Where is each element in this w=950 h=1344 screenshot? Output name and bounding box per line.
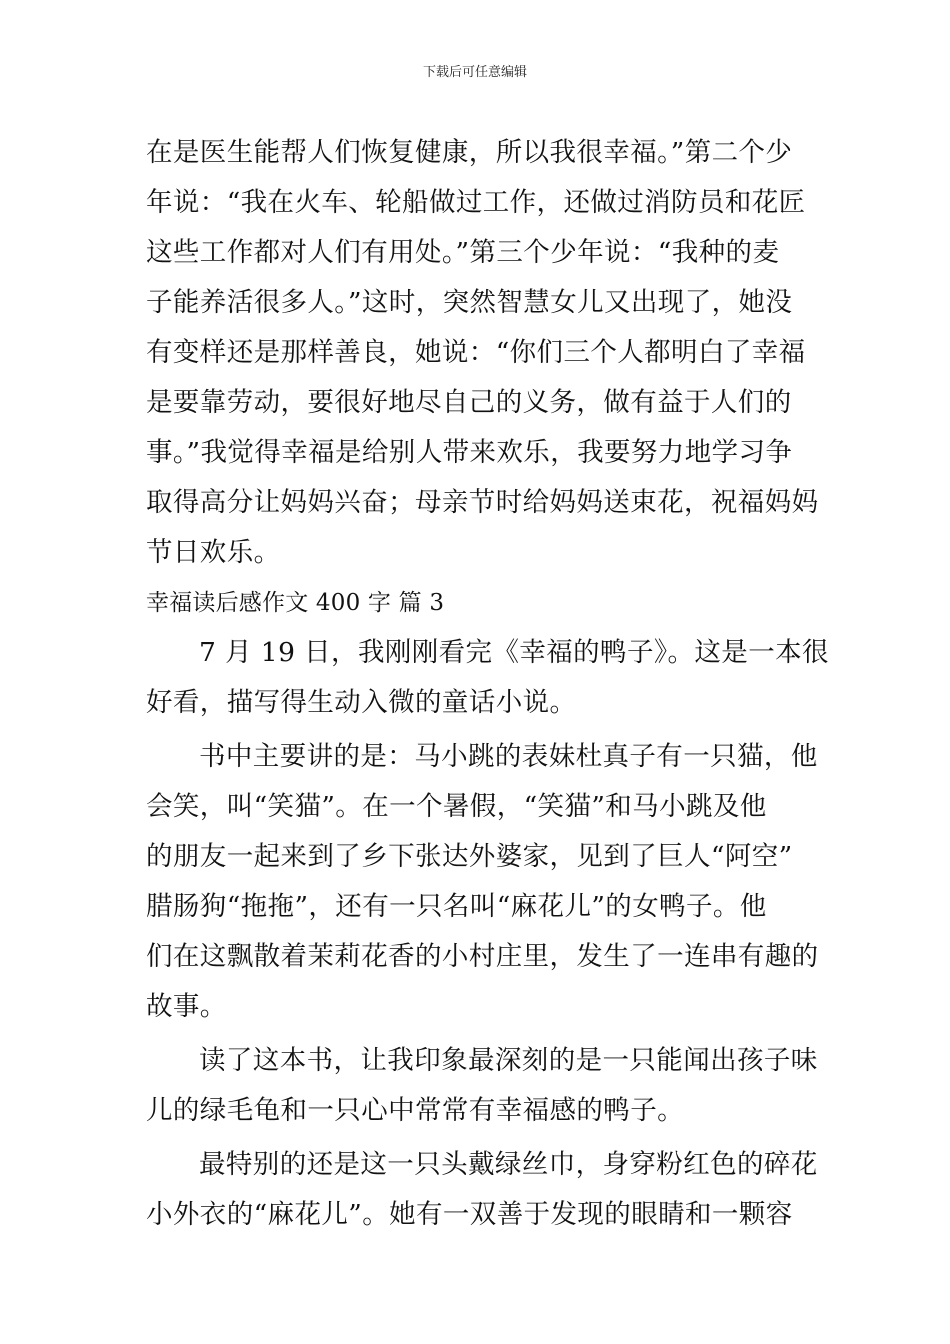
text-line: 故事。 (146, 991, 227, 1022)
text-line: 子能养活很多人。”这时，突然智慧女儿又出现了，她没 (146, 287, 793, 318)
text-line: 们在这飘散着茉莉花香的小村庄里，发生了一连串有趣的 (146, 941, 819, 972)
text-line: 好看，描写得生动入微的童话小说。 (146, 687, 577, 718)
paragraph-first-line: 读了这本书，让我印象最深刻的是一只能闻出孩子味 (199, 1045, 818, 1076)
paragraph-first-line: 7 月 19 日，我刚刚看完《幸福的鸭子》。这是一本很 (199, 637, 829, 668)
paragraph-first-line: 最特别的还是这一只头戴绿丝巾，身穿粉红色的碎花 (199, 1149, 818, 1180)
text-line: 腊肠狗“拖拖”，还有一只名叫“麻花儿”的女鸭子。他 (146, 891, 767, 922)
text-line: 年说：“我在火车、轮船做过工作，还做过消防员和花匠 (146, 187, 806, 218)
document-body (146, 128, 829, 1240)
paragraph-first-line: 书中主要讲的是：马小跳的表妹杜真子有一只猫，他 (199, 741, 818, 772)
text-line: 会笑，叫“笑猫”。在一个暑假，“笑猫”和马小跳及他 (146, 791, 767, 822)
section-heading: 幸福读后感作文 400 字 篇 3 (146, 590, 445, 616)
text-line: 事。”我觉得幸福是给别人带来欢乐，我要努力地学习争 (146, 437, 793, 468)
text-line: 小外衣的“麻花儿”。她有一双善于发现的眼睛和一颗容 (146, 1199, 793, 1230)
text-line: 这些工作都对人们有用处。”第三个少年说：“我种的麦 (146, 237, 780, 268)
text-line: 在是医生能帮人们恢复健康，所以我很幸福。”第二个少 (146, 137, 793, 168)
text-line: 节日欢乐。 (146, 537, 281, 568)
text-line: 的朋友一起来到了乡下张达外婆家，见到了巨人“阿空” (146, 841, 793, 872)
text-line: 是要靠劳动，要很好地尽自己的义务，做有益于人们的 (146, 387, 792, 418)
text-line: 取得高分让妈妈兴奋；母亲节时给妈妈送束花，祝福妈妈 (146, 487, 819, 518)
page-header: 下载后可任意编辑 (422, 65, 527, 80)
text-line: 儿的绿毛龟和一只心中常常有幸福感的鸭子。 (146, 1095, 684, 1126)
text-line: 有变样还是那样善良，她说：“你们三个人都明白了幸福 (146, 337, 806, 368)
